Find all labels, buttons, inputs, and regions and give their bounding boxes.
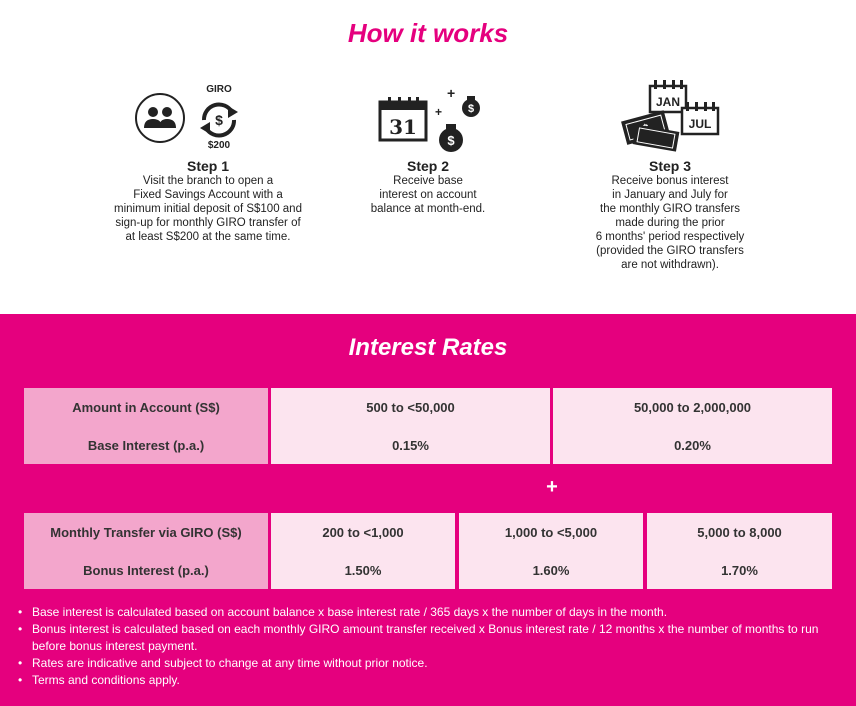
base-interest-tier-2: 0.20% <box>553 426 832 464</box>
step-1-title: Step 1 <box>186 158 229 174</box>
giro-amount: $200 <box>207 140 231 151</box>
amount-tier-2: 50,000 to 2,000,000 <box>553 388 832 426</box>
calendar-icon <box>378 96 428 142</box>
note-item: • Bonus interest is calculated based on each monthly GIRO amount transfer received x Bonus interest rate / 12 months x the number of months to run before bonus interest payment. <box>16 621 846 655</box>
money-bag-symbol: $ <box>467 103 475 115</box>
step-1-description: Visit the branch to open a Fixed Savings Account with a minimum initial deposit of S$100 and sign-up for monthly GIRO transfer of at least S$200 at the same time. <box>114 175 302 243</box>
bonus-interest-tier-1: 1.50% <box>271 551 455 589</box>
svg-text:+: + <box>447 86 456 101</box>
step-2-title: Step 2 <box>406 158 449 174</box>
giro-cycle-icon <box>194 82 244 156</box>
interest-rates-title: Interest Rates <box>348 334 508 361</box>
step-3-title: Step 3 <box>648 158 691 174</box>
transfer-tier-2: 1,000 to <5,000 <box>459 513 643 551</box>
amount-in-account-label: Amount in Account (S$) <box>24 388 268 426</box>
svg-text:$: $ <box>447 133 455 148</box>
note-item: • Rates are indicative and subject to change at any time without prior notice. <box>16 655 846 672</box>
step-1 <box>98 78 318 244</box>
note-item: • Base interest is calculated based on account balance x base interest rate / 365 days x the number of days in the month. <box>16 604 846 621</box>
amount-tier-1: 500 to <50,000 <box>271 388 550 426</box>
how-it-works-title: How it works <box>347 18 509 48</box>
step-3-description: Receive bonus interest in January and July for the monthly GIRO transfers made during the prior 6 months' period respectively (provided the GIRO transfers are not withdrawn). <box>595 175 745 271</box>
plus-money-bags-icon <box>429 86 489 156</box>
notes-list <box>16 604 846 689</box>
people-icon <box>134 92 186 144</box>
base-interest-tier-1: 0.15% <box>271 426 550 464</box>
note-item: • Terms and conditions apply. <box>16 672 846 689</box>
monthly-transfer-label: Monthly Transfer via GIRO (S$) <box>24 513 268 551</box>
step-2-description: Receive base interest on account balance at month-end. <box>370 175 486 215</box>
interest-rates-section <box>0 314 856 706</box>
bonus-interest-label: Bonus Interest (p.a.) <box>24 551 268 589</box>
step-3 <box>560 78 780 272</box>
transfer-tier-3: 5,000 to 8,000 <box>647 513 832 551</box>
calendar-jan: JAN <box>655 95 681 109</box>
svg-text:$: $ <box>215 112 223 128</box>
plus-small-1: + <box>435 105 443 119</box>
how-it-works-section <box>0 0 856 314</box>
step-2 <box>323 78 533 216</box>
bonus-interest-tier-2: 1.60% <box>459 551 643 589</box>
plus-sign: + <box>546 476 558 498</box>
transfer-tier-1: 200 to <1,000 <box>271 513 455 551</box>
giro-label: GIRO <box>206 84 232 95</box>
calendar-day: 31 <box>389 115 417 139</box>
bonus-interest-tier-3: 1.70% <box>647 551 832 589</box>
calendar-jul: JUL <box>688 117 712 131</box>
money-calendars-icon <box>616 78 726 152</box>
base-interest-label: Base Interest (p.a.) <box>24 426 268 464</box>
